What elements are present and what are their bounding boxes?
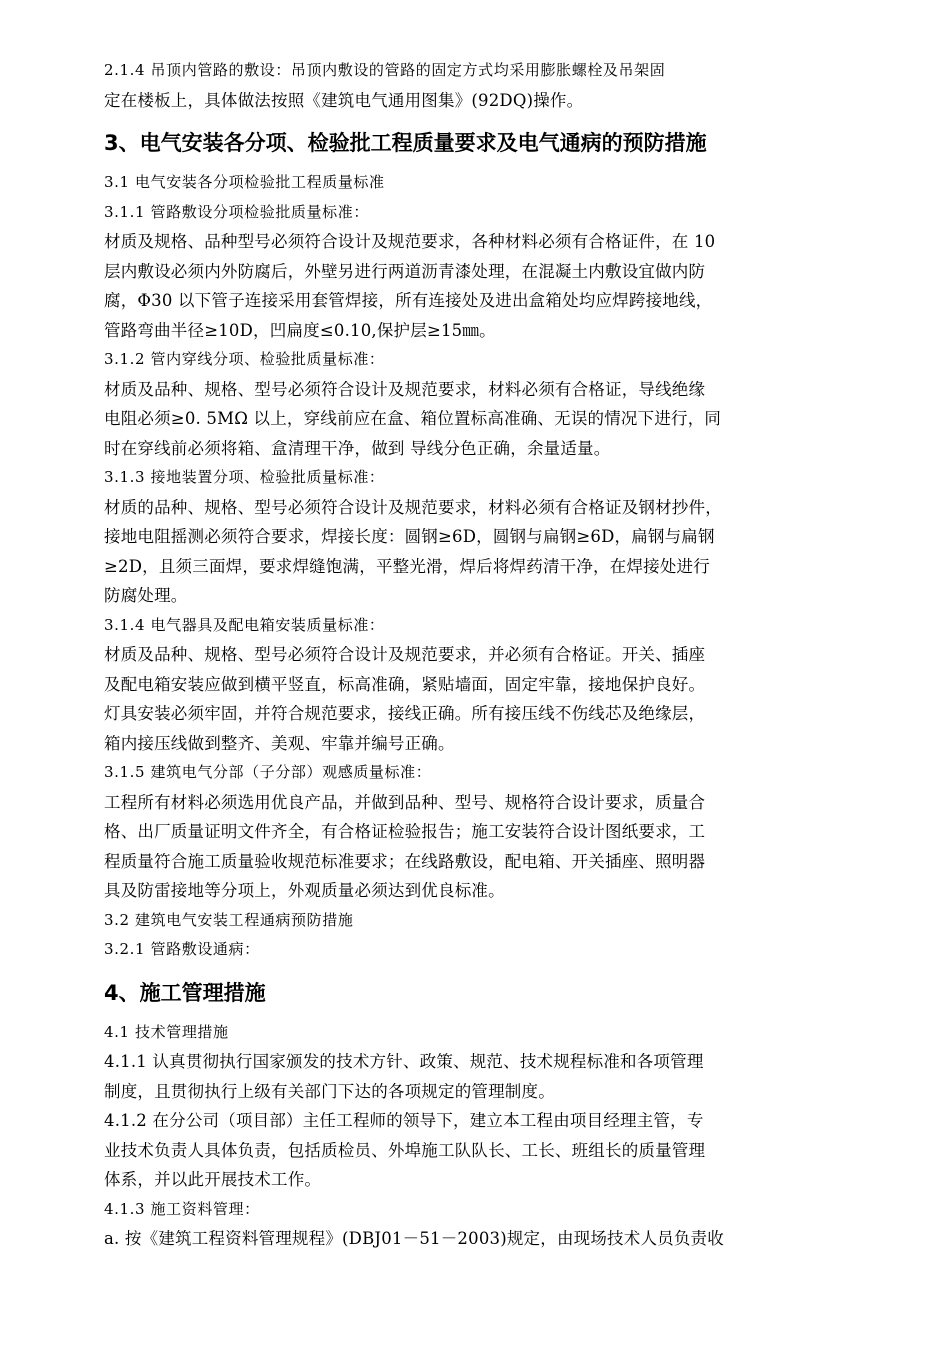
subsection-title: 3.1 电气安装各分项检验批工程质量标准 — [104, 173, 385, 191]
text-line: 材质的品种、规格、型号必须符合设计及规范要求，材料必须有合格证及钢材抄件， — [104, 497, 722, 517]
section-heading: 4、施工管理措施 — [104, 980, 266, 1005]
text-line: 2.1.4 吊顶内管路的敷设：吊顶内敷设的管路的固定方式均采用膨胀螺栓及吊架固 — [104, 61, 666, 79]
text-line: 接地电阻摇测必须符合要求，焊接长度：圆钢≥6D，圆钢与扁钢≥6D，扁钢与扁钢 — [104, 527, 715, 546]
subsection-title: 3.1.3 接地装置分项、检验批质量标准： — [104, 468, 385, 486]
text-line: 灯具安装必须牢固，并符合规范要求，接线正确。所有接压线不伤线芯及绝缘层， — [104, 704, 706, 723]
subsection-title: 3.1.4 电气器具及配电箱安装质量标准： — [104, 615, 385, 634]
text-line: 体系，并以此开展技术工作。 — [104, 1170, 322, 1189]
subsection-title: 4.1 技术管理措施 — [104, 1022, 229, 1041]
subsection-title: 3.1.1 管路敷设分项检验批质量标准： — [104, 202, 369, 221]
text-line: 时在穿线前必须将箱、盒清理干净，做到 导线分色正确，余量适量。 — [104, 438, 611, 458]
text-line: 材质及品种、规格、型号必须符合设计及规范要求，材料必须有合格证，导线绝缘 — [104, 379, 706, 399]
text-line: 管路弯曲半径≥10D，凹扁度≤0.10,保护层≥15㎜。 — [104, 320, 496, 340]
text-line: 工程所有材料必须选用优良产品，并做到品种、型号、规格符合设计要求，质量合 — [104, 792, 706, 812]
subsection-title: 3.1.2 管内穿线分项、检验批质量标准： — [104, 350, 385, 368]
text-line: 制度，且贯彻执行上级有关部门下达的各项规定的管理制度。 — [104, 1081, 555, 1101]
text-line: 层内敷设必须内外防腐后，外壁另进行两道沥青漆处理，在混凝土内敷设宜做内防 — [104, 261, 706, 281]
text-line: a. 按《建筑工程资料管理规程》(DBJ01－51－2003)规定，由现场技术人员负责收 — [104, 1229, 724, 1248]
text-line: 业技术负责人具体负责，包括质检员、外埠施工队队长、工长、班组长的质量管理 — [104, 1140, 706, 1160]
text-line: 及配电箱安装应做到横平竖直，标高准确，紧贴墙面，固定牢靠，接地保护良好。 — [104, 674, 706, 694]
text-line: 程质量符合施工质量验收规范标准要求；在线路敷设，配电箱、开关插座、照明器 — [104, 851, 706, 871]
text-line: 电阻必须≥0. 5MΩ 以上，穿线前应在盒、箱位置标高准确、无误的情况下进行，同 — [104, 409, 722, 428]
subsection-title: 3.2.1 管路敷设通病： — [104, 940, 260, 958]
text-line: ≥2D，且须三面焊，要求焊缝饱满，平整光滑，焊后将焊药清干净，在焊接处进行 — [104, 556, 710, 576]
text-line: 4.1.1 认真贯彻执行国家颁发的技术方针、政策、规范、技术规程标准和各项管理 — [104, 1052, 704, 1071]
text-line: 材质及规格、品种型号必须符合设计及规范要求，各种材料必须有合格证件，在 10 — [104, 232, 716, 251]
text-line: 格、出厂质量证明文件齐全，有合格证检验报告；施工安装符合设计图纸要求，工 — [104, 822, 706, 841]
text-line: 4.1.2 在分公司（项目部）主任工程师的领导下，建立本工程由项目经理主管，专 — [104, 1111, 704, 1130]
text-line: 定在楼板上，具体做法按照《建筑电气通用图集》(92DQ)操作。 — [104, 90, 584, 110]
document-page — [104, 56, 820, 1254]
section-heading: 3、电气安装各分项、检验批工程质量要求及电气通病的预防措施 — [104, 131, 707, 155]
text-line: 材质及品种、规格、型号必须符合设计及规范要求，并必须有合格证。开关、插座 — [104, 645, 706, 664]
text-line: 箱内接压线做到整齐、美观、牢靠并编号正确。 — [104, 733, 455, 753]
subsection-title: 4.1.3 施工资料管理： — [104, 1199, 260, 1218]
text-line: 腐，Φ30 以下管子连接采用套管焊接，所有连接处及进出盒箱处均应焊跨接地线， — [104, 291, 713, 310]
subsection-title: 3.1.5 建筑电气分部（子分部）观感质量标准： — [104, 763, 432, 781]
text-line: 防腐处理。 — [104, 586, 188, 605]
subsection-title: 3.2 建筑电气安装工程通病预防措施 — [104, 910, 354, 929]
text-line: 具及防雷接地等分项上，外观质量必须达到优良标准。 — [104, 881, 505, 900]
